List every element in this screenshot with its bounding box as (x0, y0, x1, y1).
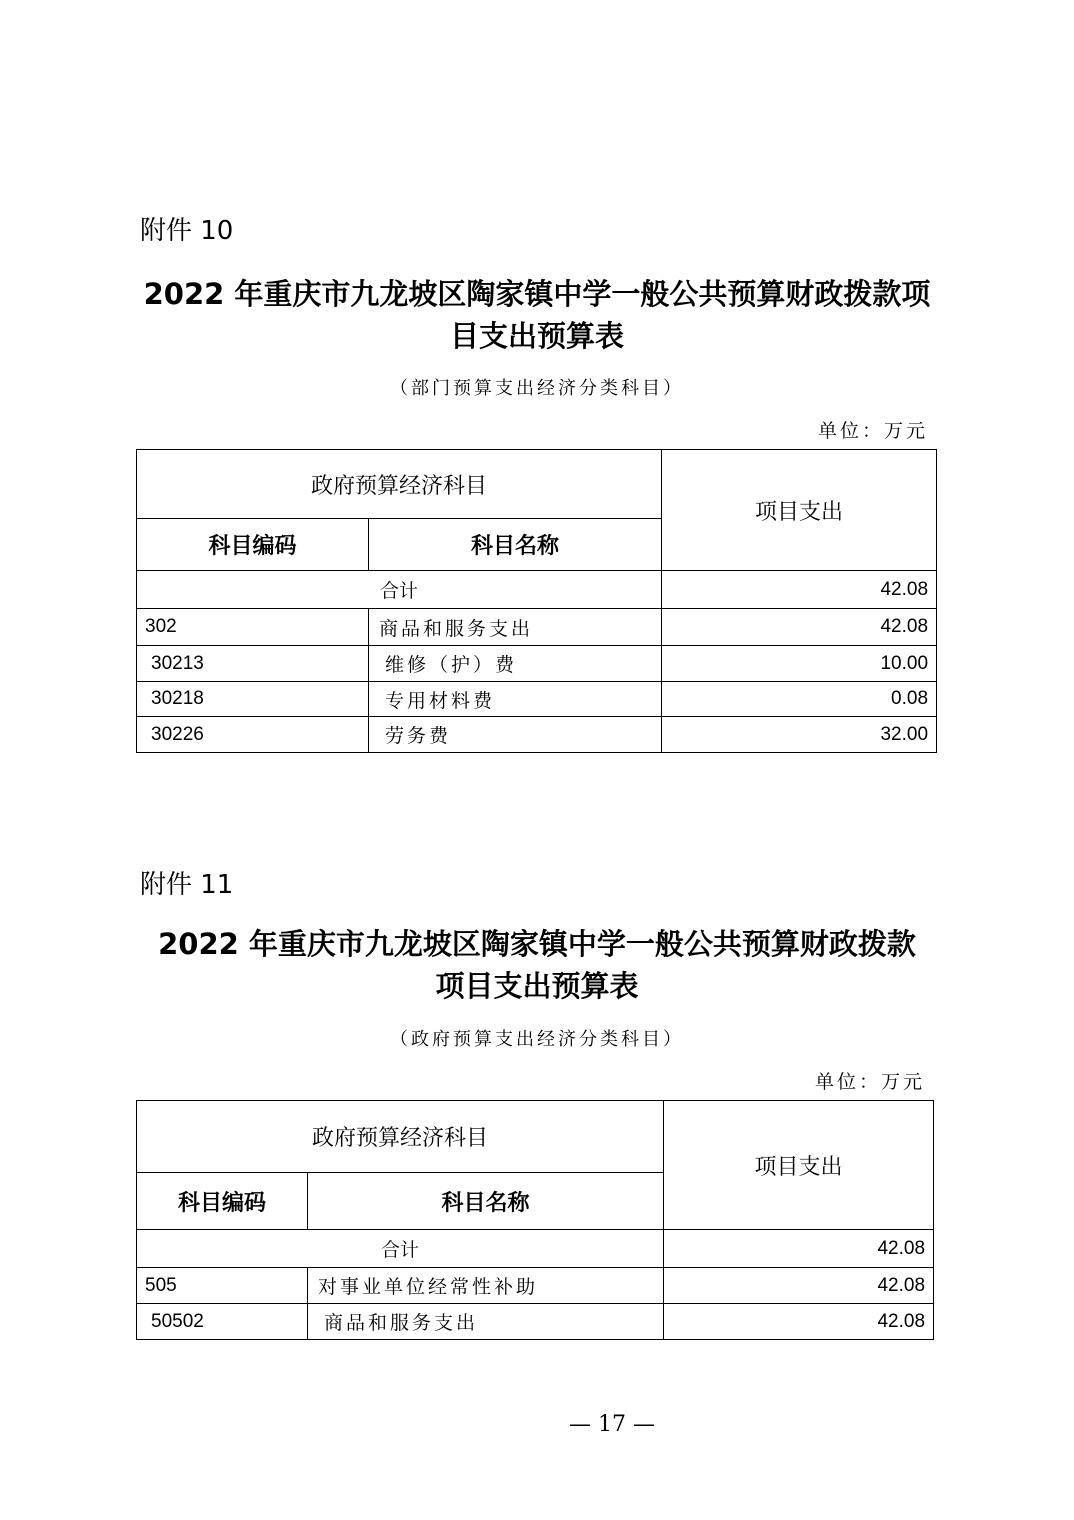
table1 (136, 449, 937, 753)
table1-total-row (137, 571, 937, 609)
row-code: 50502 (137, 1304, 308, 1340)
table1-title (60, 273, 1014, 357)
table2-subtitle: （政府预算支出经济分类科目） (390, 1029, 684, 1050)
row-code: 30218 (137, 682, 369, 717)
table2 (136, 1100, 934, 1340)
table1-header-code: 科目编码 (137, 519, 369, 571)
attachment-10-label: 附件 10 (140, 216, 234, 246)
table2-title-line2: 项目支出预算表 (435, 969, 639, 1003)
table1-subtitle: （部门预算支出经济分类科目） (390, 378, 684, 399)
page-number: — 17 — (569, 1412, 655, 1437)
row-code: 30213 (137, 646, 369, 682)
row-name: 对事业单位经常性补助 (308, 1268, 664, 1304)
table-row (137, 682, 937, 717)
row-code: 30226 (137, 717, 369, 753)
row-code: 505 (137, 1268, 308, 1304)
row-value: 0.08 (662, 682, 937, 717)
table-row (137, 1268, 934, 1304)
row-name: 商品和服务支出 (308, 1304, 664, 1340)
table-row (137, 609, 937, 646)
row-value: 32.00 (662, 717, 937, 753)
row-value: 42.08 (664, 1304, 934, 1340)
table2-total-label: 合计 (137, 1230, 664, 1268)
table-row (137, 717, 937, 753)
table1-header-name: 科目名称 (369, 519, 662, 571)
row-value: 42.08 (664, 1268, 934, 1304)
table-row (137, 646, 937, 682)
table2-title (60, 923, 1014, 1007)
table-row (137, 1304, 934, 1340)
table1-header-expense: 项目支出 (662, 450, 937, 571)
row-code: 302 (137, 609, 369, 646)
table2-header-name: 科目名称 (308, 1173, 664, 1230)
table1-unit: 单位：万元 (818, 420, 929, 442)
table2-total-value: 42.08 (664, 1230, 934, 1268)
attachment-11-label: 附件 11 (140, 870, 234, 900)
table2-header-code: 科目编码 (137, 1173, 308, 1230)
row-value: 42.08 (662, 609, 937, 646)
row-name: 劳务费 (369, 717, 662, 753)
table2-unit: 单位：万元 (815, 1071, 926, 1093)
table1-total-value: 42.08 (662, 571, 937, 609)
table1-title-line2: 目支出预算表 (449, 319, 624, 353)
table1-title-line1: 2022 年重庆市九龙坡区陶家镇中学一般公共预算财政拨款项 (143, 277, 931, 311)
table2-header-expense: 项目支出 (664, 1101, 934, 1230)
row-value: 10.00 (662, 646, 937, 682)
table1-total-label: 合计 (137, 571, 662, 609)
table2-header-group: 政府预算经济科目 (137, 1101, 664, 1173)
row-name: 维修（护）费 (369, 646, 662, 682)
table2-title-line1: 2022 年重庆市九龙坡区陶家镇中学一般公共预算财政拨款 (158, 927, 916, 961)
row-name: 商品和服务支出 (369, 609, 662, 646)
row-name: 专用材料费 (369, 682, 662, 717)
table1-header-group: 政府预算经济科目 (137, 450, 662, 519)
table2-total-row (137, 1230, 934, 1268)
